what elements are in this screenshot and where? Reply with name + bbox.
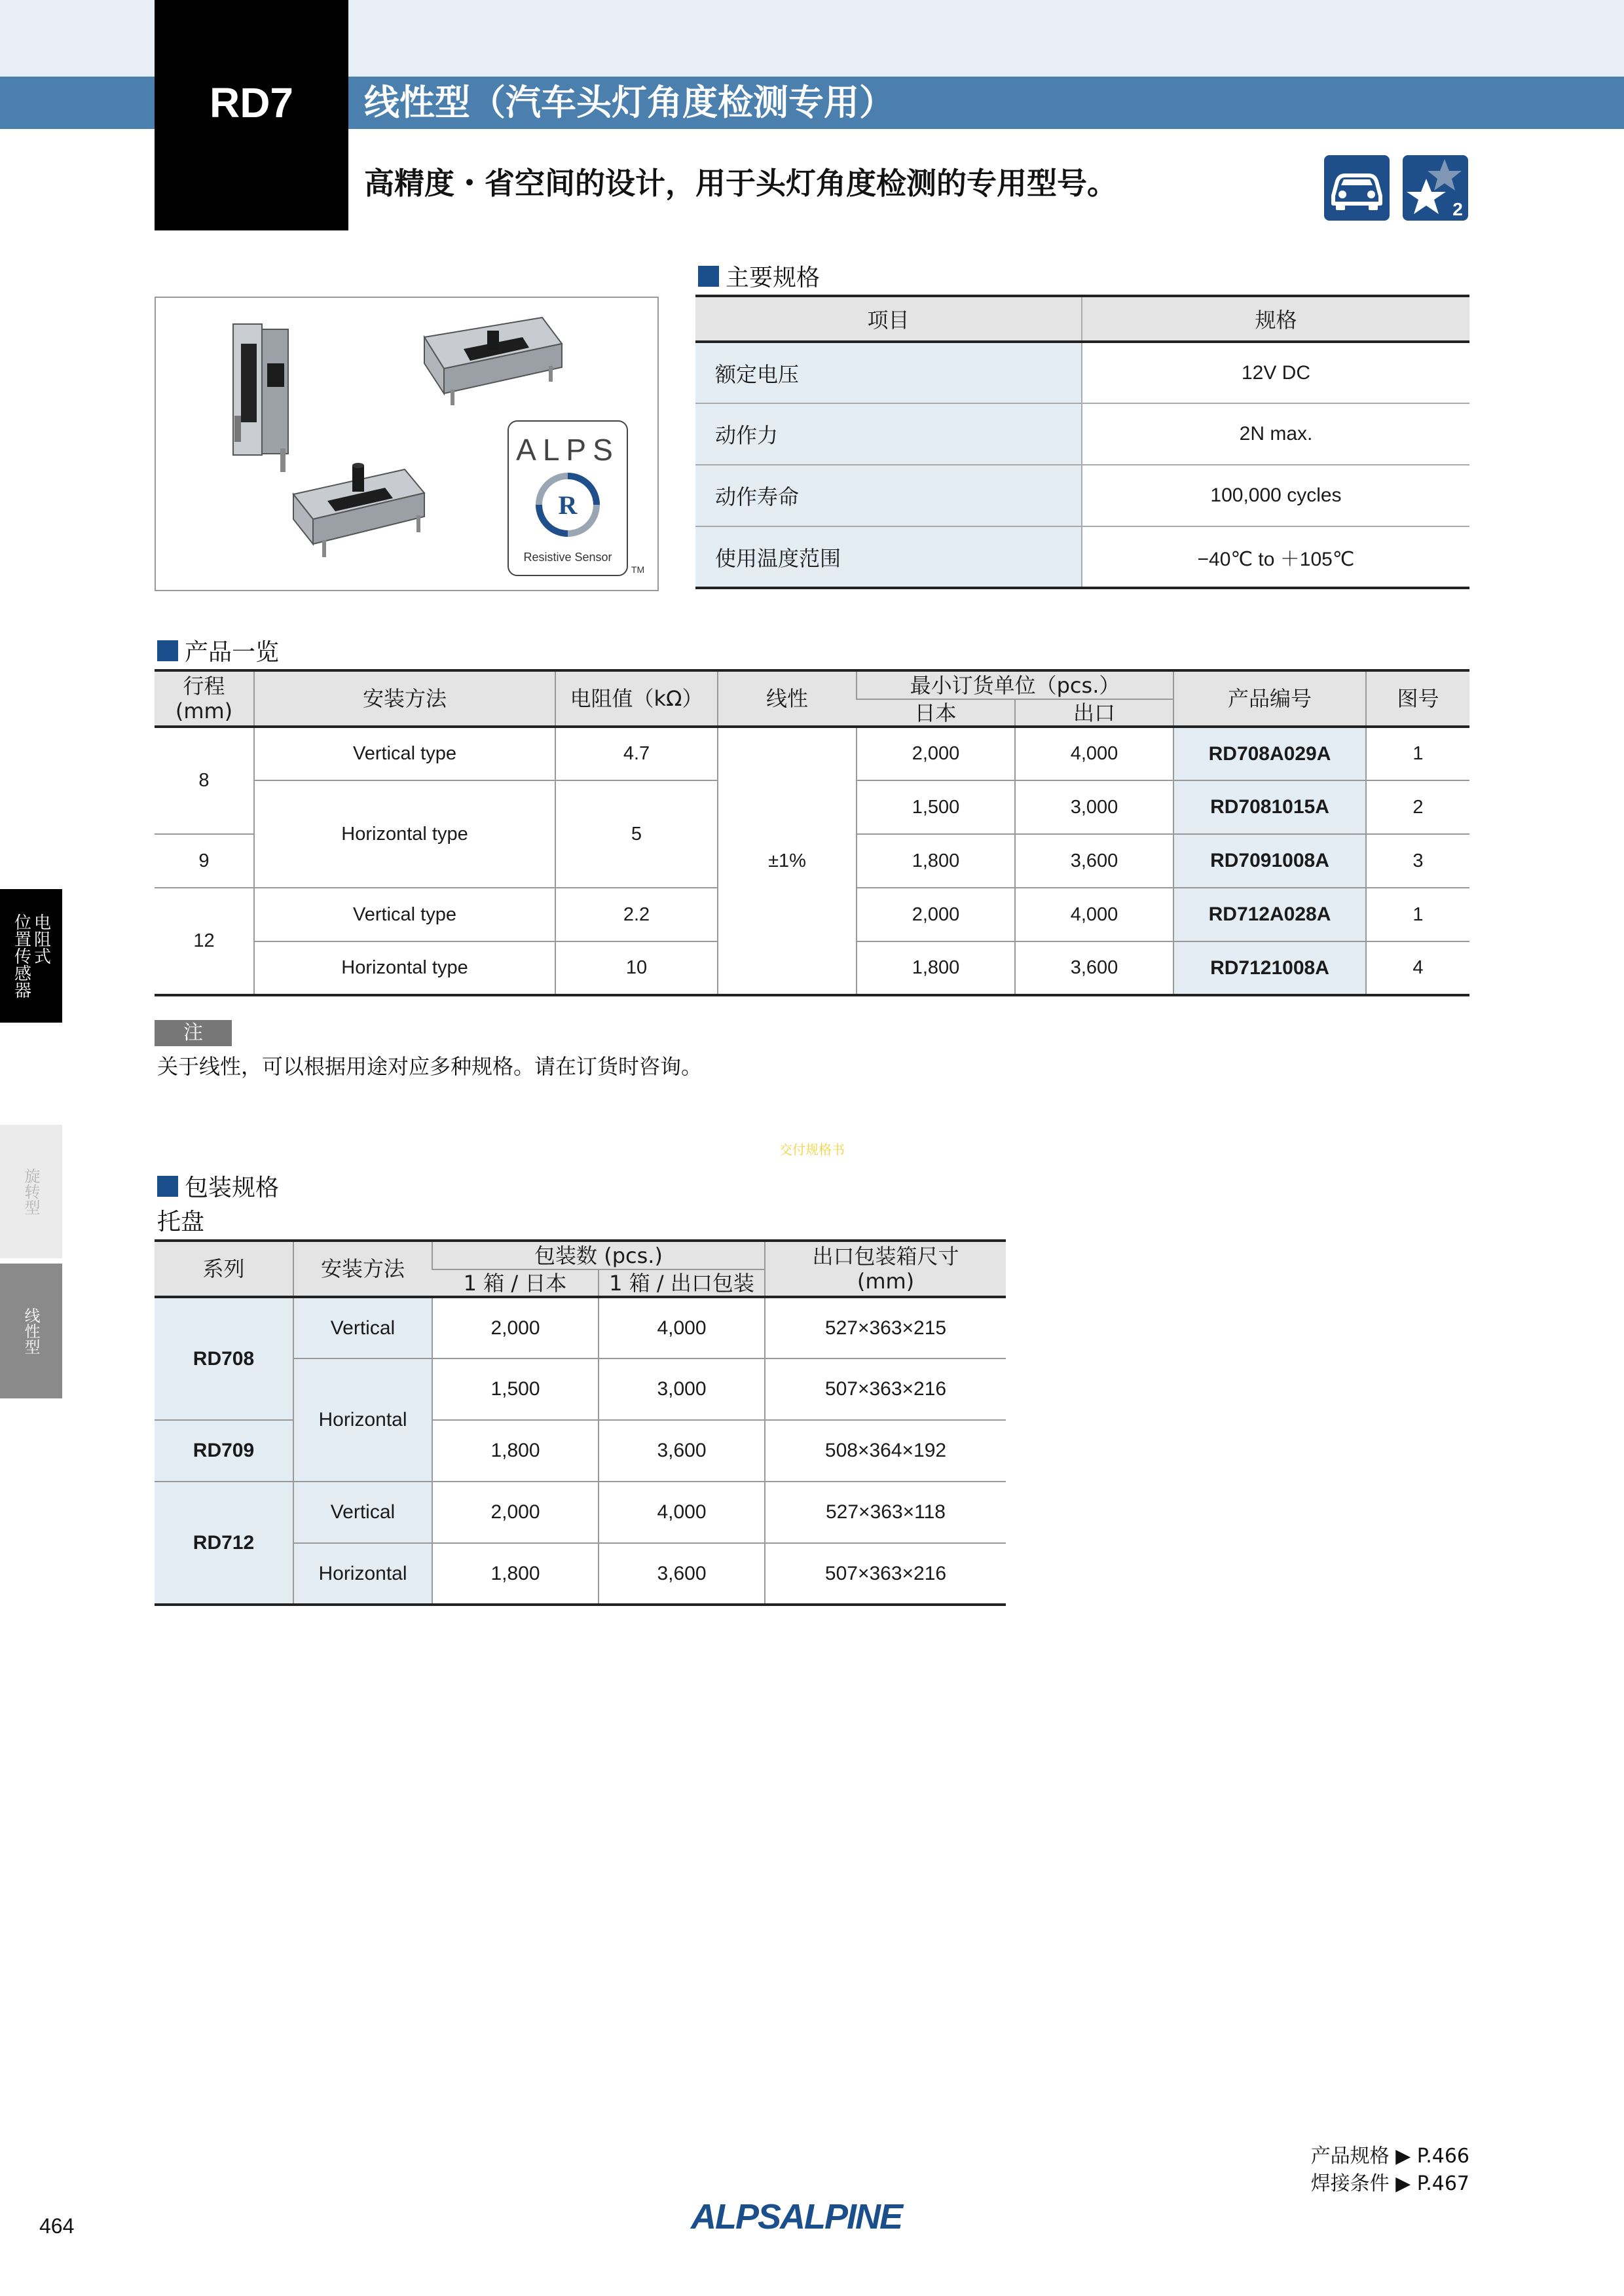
product-table [155, 669, 1469, 996]
table-row: 动作力 2N max. [695, 403, 1469, 465]
col-moq-japan: 日本 [857, 699, 1015, 727]
table-row: Horizontal type 5 1,500 3,000 RD7081015A 2 [155, 780, 1469, 834]
page-subtitle: 高精度・省空间的设计，用于头灯角度检测的专用型号。 [364, 166, 1117, 201]
col-qty-export: 1 箱 / 出口包装 [599, 1269, 765, 1297]
series-code: RD7 [209, 79, 294, 126]
square-bullet-icon [157, 640, 178, 661]
table-row: Horizontal type 10 1,800 3,600 RD7121008A 4 [155, 941, 1469, 995]
side-tab-linear[interactable] [0, 1264, 62, 1398]
col-mounting: 安装方法 [254, 670, 555, 727]
spec-col-value: 规格 [1082, 296, 1469, 342]
col-box-size: 出口包装箱尺寸 (mm) [765, 1241, 1006, 1297]
faint-watermark-text: 交付规格书 [779, 1142, 845, 1157]
col-resistance: 电阻值（kΩ） [555, 670, 718, 727]
col-series: 系列 [155, 1241, 293, 1297]
footer-ref-specs[interactable]: 产品规格 ▶ P.466 [1310, 2145, 1469, 2168]
col-moq: 最小订货单位（pcs.） [857, 670, 1173, 699]
packaging-heading: 包装规格 [157, 1169, 279, 1203]
col-part-no: 产品编号 [1173, 670, 1366, 727]
table-row: 额定电压 12V DC [695, 342, 1469, 403]
car-icon [1324, 155, 1390, 221]
horizontal-sensor-image [424, 318, 562, 405]
side-tab-label: 线性型 [22, 1307, 40, 1355]
square-bullet-icon [698, 266, 719, 287]
star-2-icon [1403, 155, 1468, 221]
col-drawing: 图号 [1366, 670, 1469, 727]
table-row: 动作寿命 100,000 cycles [695, 465, 1469, 526]
alpsalpine-logo: ALPSALPINE [691, 2197, 902, 2236]
col-qty-japan: 1 箱 / 日本 [432, 1269, 599, 1297]
alps-resistive-sensor-logo [508, 421, 644, 575]
table-row: 8 Vertical type 4.7 ±1% 2,000 4,000 RD708A029A 1 [155, 727, 1469, 780]
col-pack-mounting: 安装方法 [293, 1241, 432, 1297]
col-pack-qty: 包装数 (pcs.) [432, 1241, 765, 1269]
side-tab-label: 位置传感器 [11, 913, 31, 998]
note-text: 关于线性，可以根据用途对应多种规格。请在订货时咨询。 [157, 1054, 703, 1079]
page-number: 464 [39, 2214, 75, 2238]
col-moq-export: 出口 [1015, 699, 1173, 727]
packaging-table [155, 1239, 1006, 1606]
packaging-subheading: 托盘 [157, 1209, 205, 1235]
side-tab-rotary[interactable] [0, 1125, 62, 1258]
table-row: 使用温度范围 −40℃ to ＋105℃ [695, 526, 1469, 588]
badge-caption: Resistive Sensor [523, 551, 612, 564]
table-row: Horizontal 1,800 3,600 507×363×216 [155, 1543, 1006, 1605]
spec-heading: 主要规格 [698, 259, 820, 293]
side-tab-label: 电阻式 [31, 913, 51, 964]
trademark: TM [631, 564, 645, 575]
series-code-box [155, 0, 348, 230]
vertical-sensor-image [233, 324, 288, 472]
table-row: 12 Vertical type 2.2 2,000 4,000 RD712A028A 1 [155, 888, 1469, 941]
side-tab-label: 旋转型 [22, 1168, 40, 1215]
horizontal-sensor-image-2 [293, 463, 424, 557]
spec-table [695, 295, 1469, 589]
square-bullet-icon [157, 1176, 178, 1197]
table-row: 9 1,800 3,600 RD7091008A 3 [155, 834, 1469, 888]
col-stroke: 行程 (mm) [155, 670, 254, 727]
table-row: Horizontal 1,500 3,000 507×363×216 [155, 1358, 1006, 1420]
page-title: 线性型（汽车头灯角度检测专用） [364, 82, 895, 123]
products-heading: 产品一览 [157, 634, 279, 667]
table-row: RD709 1,800 3,600 508×364×192 [155, 1420, 1006, 1482]
table-row: RD712 Vertical 2,000 4,000 527×363×118 [155, 1482, 1006, 1543]
table-row: RD708 Vertical 2,000 4,000 527×363×215 [155, 1297, 1006, 1358]
col-linearity: 线性 [718, 670, 857, 727]
note-tag: 注 [155, 1020, 232, 1046]
side-tab-position-sensor[interactable] [0, 889, 62, 1023]
footer-ref-soldering[interactable]: 焊接条件 ▶ P.467 [1310, 2172, 1469, 2195]
spec-col-item: 项目 [695, 296, 1082, 342]
star-number: 2 [1452, 199, 1463, 219]
alps-logo-text: ALPS [516, 433, 619, 467]
product-photo [155, 297, 659, 591]
badge-letter: R [558, 490, 578, 520]
